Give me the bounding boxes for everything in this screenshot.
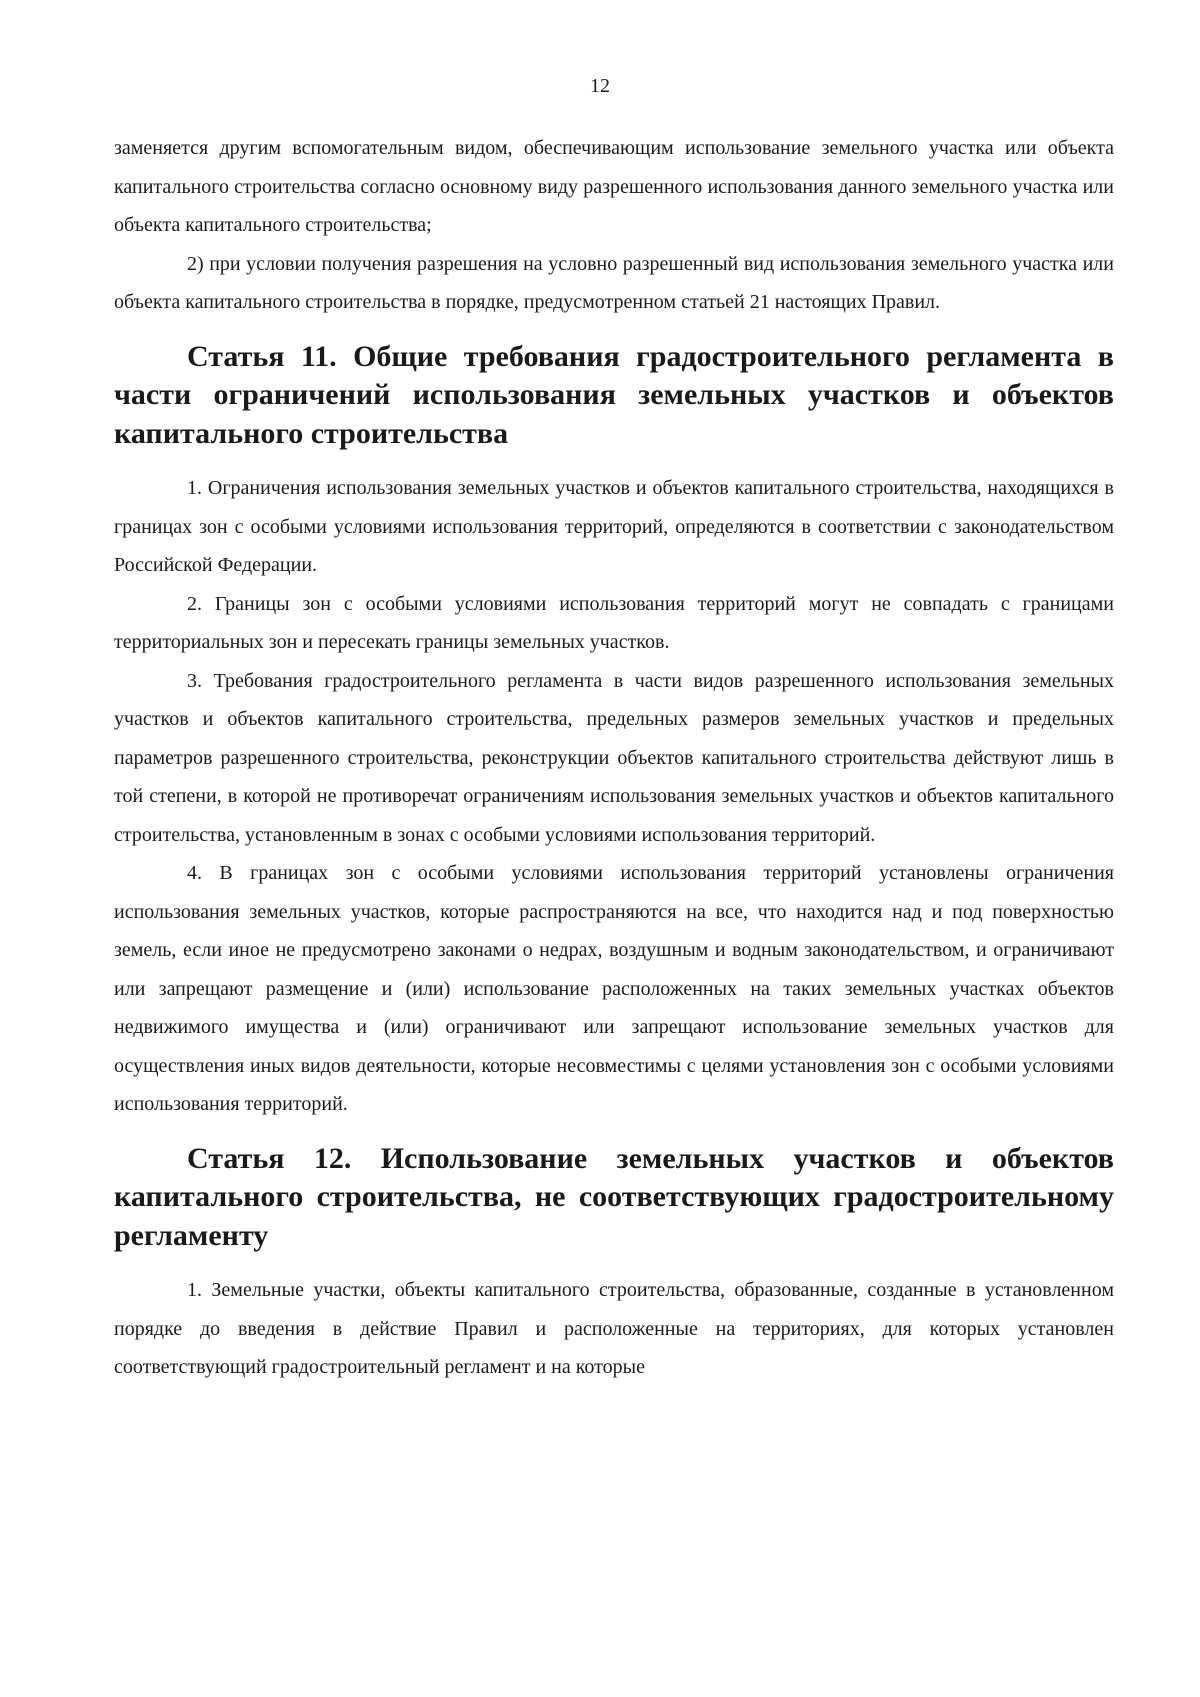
paragraph-item-2: 2) при условии получения разрешения на условно разрешенный вид использования земельного участка или объекта капитального строительства в порядке, предусмотренном статьей 21 настоящих Правил. bbox=[114, 252, 1114, 313]
article-11-paragraph-4: 4. В границах зон с особыми условиями использования территорий установлены ограничения использования земельных участков, которые распространяются на все, что находится над и под поверхностью земель, если иное не предусмотрено законами о недрах, воздушным и водным законодательством, и ограничивают или запрещают размещение и (или) использование расположенных на таких земельных участках объектов недвижимого имущества и (или) ограничивают или запрещают использование земельных участков для осуществления иных видов деятельности, которые несовместимы с целями установления зон с особыми условиями использования территорий. bbox=[114, 862, 1114, 1115]
article-11-paragraph-3: 3. Требования градостроительного регламента в части видов разрешенного использования земельных участков и объектов капитального строительства, предельных размеров земельных участков и предельных параметров разрешенного строительства, реконструкции объектов капитального строительства действуют лишь в той степени, в которой не противоречат ограничениям использования земельных участков и объектов капитального строительства, установленным в зонах с особыми условиями использования территорий. bbox=[114, 669, 1114, 846]
article-12-paragraph-1: 1. Земельные участки, объекты капитального строительства, образованные, созданные в установленном порядке до введения в действие Правил и расположенные на территориях, для которых установлен соответствующий градостроительный регламент и на которые bbox=[114, 1279, 1114, 1378]
paragraph-continuation: заменяется другим вспомогательным видом, обеспечивающим использование земельного участка или объекта капитального строительства согласно основному виду разрешенного использования данного земельного участка или объекта капитального строительства; bbox=[114, 137, 1114, 236]
article-12-heading: Статья 12. Использование земельных участков и объектов капитального строительства, не соответствующих градостроительному регламенту bbox=[114, 1141, 1114, 1252]
article-11-paragraph-2: 2. Границы зон с особыми условиями использования территорий могут не совпадать с границами территориальных зон и пересекать границы земельных участков. bbox=[114, 592, 1114, 653]
article-11-paragraph-1: 1. Ограничения использования земельных участков и объектов капитального строительства, находящихся в границах зон с особыми условиями использования территорий, определяются в соответствии с законодательством Российской Федерации. bbox=[114, 477, 1114, 576]
page-number: 12 bbox=[590, 75, 610, 97]
document-body bbox=[114, 129, 1114, 1387]
article-11-heading: Статья 11. Общие требования градостроительного регламента в части ограничений использования земельных участков и объектов капитального строительства bbox=[114, 339, 1114, 450]
